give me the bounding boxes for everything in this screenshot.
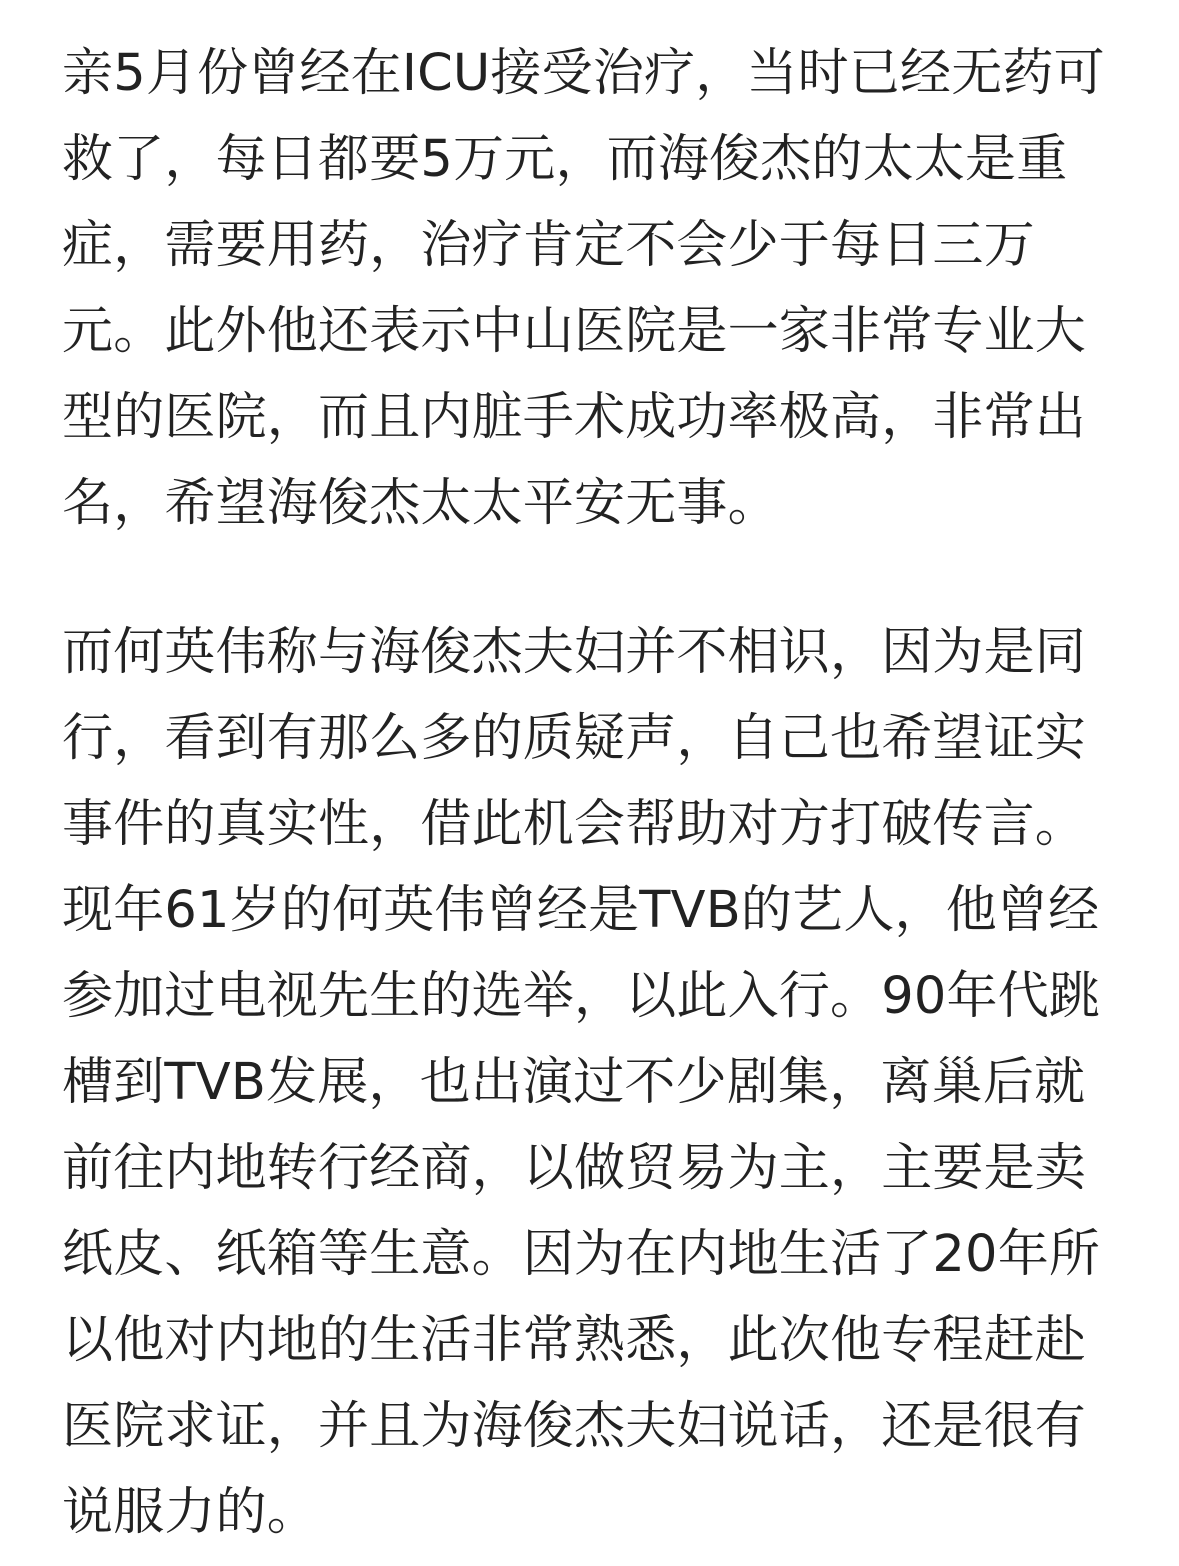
text-line: 救了，每日都要5万元，而海俊杰的太太是重 bbox=[62, 130, 1068, 189]
text-line: 槽到TVB发展，也出演过不少剧集，离巢后就 bbox=[62, 1053, 1086, 1112]
text-line: 症，需要用药，治疗肯定不会少于每日三万 bbox=[62, 216, 1035, 275]
text-line: 而何英伟称与海俊杰夫妇并不相识，因为是同 bbox=[62, 623, 1087, 682]
text-line: 纸皮、纸箱等生意。因为在内地生活了20年所 bbox=[62, 1225, 1101, 1284]
text-line: 元。此外他还表示中山医院是一家非常专业大 bbox=[62, 302, 1087, 361]
text-line: 参加过电视先生的选举，以此入行。90年代跳 bbox=[62, 967, 1101, 1026]
text-line: 事件的真实性，借此机会帮助对方打破传言。 bbox=[62, 795, 1087, 854]
text-line: 行，看到有那么多的质疑声，自己也希望证实 bbox=[62, 709, 1087, 768]
text-line: 医院求证，并且为海俊杰夫妇说话，还是很有 bbox=[62, 1397, 1087, 1456]
text-line: 前往内地转行经商，以做贸易为主，主要是卖 bbox=[62, 1139, 1087, 1198]
text-line: 型的医院，而且内脏手术成功率极高，非常出 bbox=[62, 388, 1087, 447]
text-line: 名，希望海俊杰太太平安无事。 bbox=[62, 474, 779, 533]
text-line: 亲5月份曾经在ICU接受治疗，当时已经无药可 bbox=[62, 44, 1105, 103]
text-line: 以他对内地的生活非常熟悉，此次他专程赶赴 bbox=[62, 1311, 1087, 1370]
text-line: 现年61岁的何英伟曾经是TVB的艺人，他曾经 bbox=[62, 881, 1100, 940]
text-line: 说服力的。 bbox=[62, 1483, 319, 1542]
